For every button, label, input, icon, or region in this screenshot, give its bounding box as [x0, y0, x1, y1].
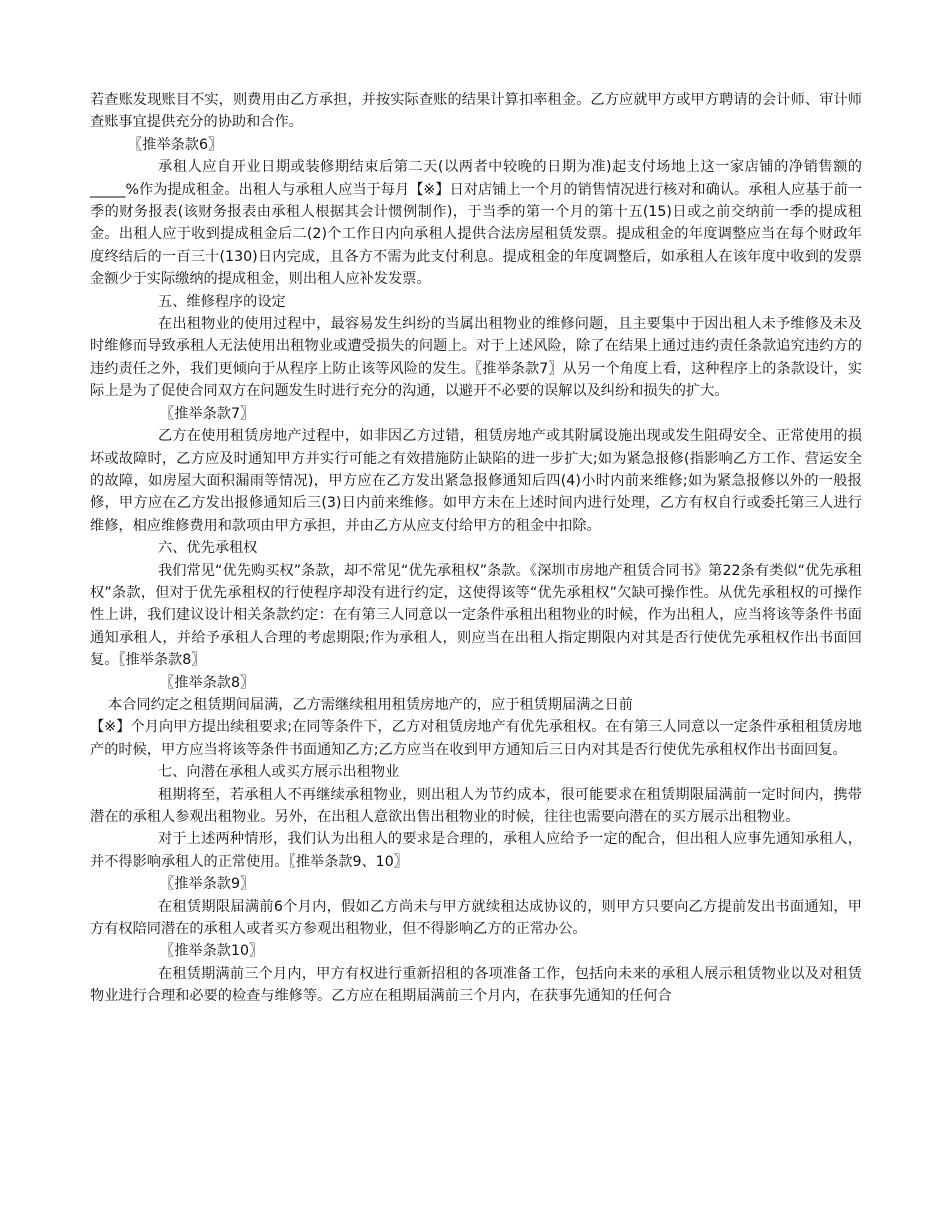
paragraph-clause-10: 在租赁期满前三个月内，甲方有权进行重新招租的各项准备工作，包括向未来的承租人展示租赁物业以及对租赁物业进行合理和必要的检查与维修等。乙方应在租期届满前三个月内，在获事先通知的任何合	[90, 965, 862, 1005]
document-page	[90, 89, 862, 1008]
paragraph-clause-8-body: 【※】个月向甲方提出续租要求;在同等条件下，乙方对租赁房地产有优先承租权。在有第三人同意以一定条件承租租赁房地产的时候，甲方应当将该等条件书面通知乙方;乙方应当在收到甲方通知后三日内对其是否行使优先承租权作出书面回复。	[90, 719, 862, 758]
paragraph-showing-intro: 租期将至，若承租人不再继续承租物业，则出租人为节约成本，很可能要求在租赁期限届满前一定时间内，携带潜在的承租人参观出租物业。另外，在出租人意欲出售出租物业的时候，往往也需要向潜在的买方展示出租物业。	[90, 786, 862, 825]
paragraph-audit-cost: 若查账发现账目不实，则费用由乙方承担，并按实际查账的结果计算扣率租金。乙方应就甲方或甲方聘请的会计师、审计师查账事宜提供充分的协助和合作。	[90, 92, 862, 131]
paragraph-maintenance-intro: 在出租物业的使用过程中，最容易发生纠纷的当属出租物业的维修问题，且主要集中于因出租人未予维修及未及时维修而导致承租人无法使用出租物业或遭受损失的问题上。对于上述风险，除了在结果上通过违约责任条款追究违约方的违约责任之外，我们更倾向于从程序上防止该等风险的发生。〖推举条款7〗从另一个角度上看，这种程序上的条款设计，实际上是为了促使合同双方在问题发生时进行充分的沟通，以避开不必要的误解以及纠纷和损失的扩大。	[90, 316, 862, 400]
section-heading-maintenance: 五、维修程序的设定	[158, 293, 286, 310]
paragraph-priority-lease: 我们常见“优先购买权”条款，却不常见“优先承租权”条款。《深圳市房地产租赁合同书》第22条有类似“优先承租权”条款，但对于优先承租权的行使程序却没有进行约定，这使得该等“优先承租权”欠缺可操作性。从优先承租权的可操作性上讲，我们建议设计相关条款约定：在有第三人同意以一定条件承租出租物业的时候，作为出租人，应当将该等条件书面通知承租人，并给予承租人合理的考虑期限;作为承租人，则应当在出租人指定期限内对其是否行使优先承租权作出书面回复。〖推举条款8〗	[90, 562, 862, 669]
clause-heading-6: 〖推举条款6〗	[128, 136, 223, 153]
clause-heading-7: 〖推举条款7〗	[160, 405, 255, 422]
paragraph-commission-rent: 承租人应自开业日期或装修期结束后第二天(以两者中较晚的日期为准)起支付场地上这一家店铺的净销售额的_____%作为提成租金。出租人与承租人应当于每月【※】日对店铺上一个月的销售情况进行核对和确认。承租人应基于前一季的财务报表(该财务报表由承租人根据其会计惯例制作)，于当季的第一个月的第十五(15)日或之前交纳前一季的提成租金。出租人应于收到提成租金后二(2)个工作日内向承租人提供合法房屋租赁发票。提成租金的年度调整应当在每个财政年度终结后的一百三十(130)日内完成，且各方不需为此支付利息。提成租金的年度调整后，如承租人在该年度中收到的发票金额少于实际缴纳的提成租金，则出租人应补发发票。	[90, 159, 862, 288]
paragraph-clause-8-line1: 本合同约定之租赁期间届满，乙方需继续租用租赁房地产的，应于租赁期届满之日前	[108, 696, 633, 713]
clause-heading-10: 〖推举条款10〗	[160, 943, 264, 960]
paragraph-showing-opinion: 对于上述两种情形，我们认为出租人的要求是合理的，承租人应给予一定的配合，但出租人应事先通知承租人，并不得影响承租人的正常使用。〖推举条款9、10〗	[90, 831, 862, 870]
section-heading-showing: 七、向潜在承租人或买方展示出租物业	[158, 764, 400, 781]
clause-heading-9: 〖推举条款9〗	[160, 876, 255, 893]
section-heading-priority-lease: 六、优先承租权	[158, 540, 258, 557]
clause-heading-8: 〖推举条款8〗	[160, 674, 255, 691]
paragraph-clause-7: 乙方在使用租赁房地产过程中，如非因乙方过错，租赁房地产或其附属设施出现或发生阻碍安全、正常使用的损坏或故障时，乙方应及时通知甲方并实行可能之有效措施防止缺陷的进一步扩大;如为紧急报修(指影响乙方工作、营运安全的故障，如房屋大面积漏雨等情况)，甲方应在乙方发出紧急报修通知后四(4)小时内前来维修;如为紧急报修以外的一般报修，甲方应在乙方发出报修通知后三(3)日内前来维修。如甲方未在上述时间内进行处理，乙方有权自行或委托第三人进行维修，相应维修费用和款项由甲方承担，并由乙方从应支付给甲方的租金中扣除。	[90, 428, 862, 534]
paragraph-clause-9: 在租赁期限届满前6个月内，假如乙方尚未与甲方就续租达成协议的，则甲方只要向乙方提前发出书面通知，甲方有权陪同潜在的承租人或者买方参观出租物业，但不得影响乙方的正常办公。	[90, 898, 862, 938]
